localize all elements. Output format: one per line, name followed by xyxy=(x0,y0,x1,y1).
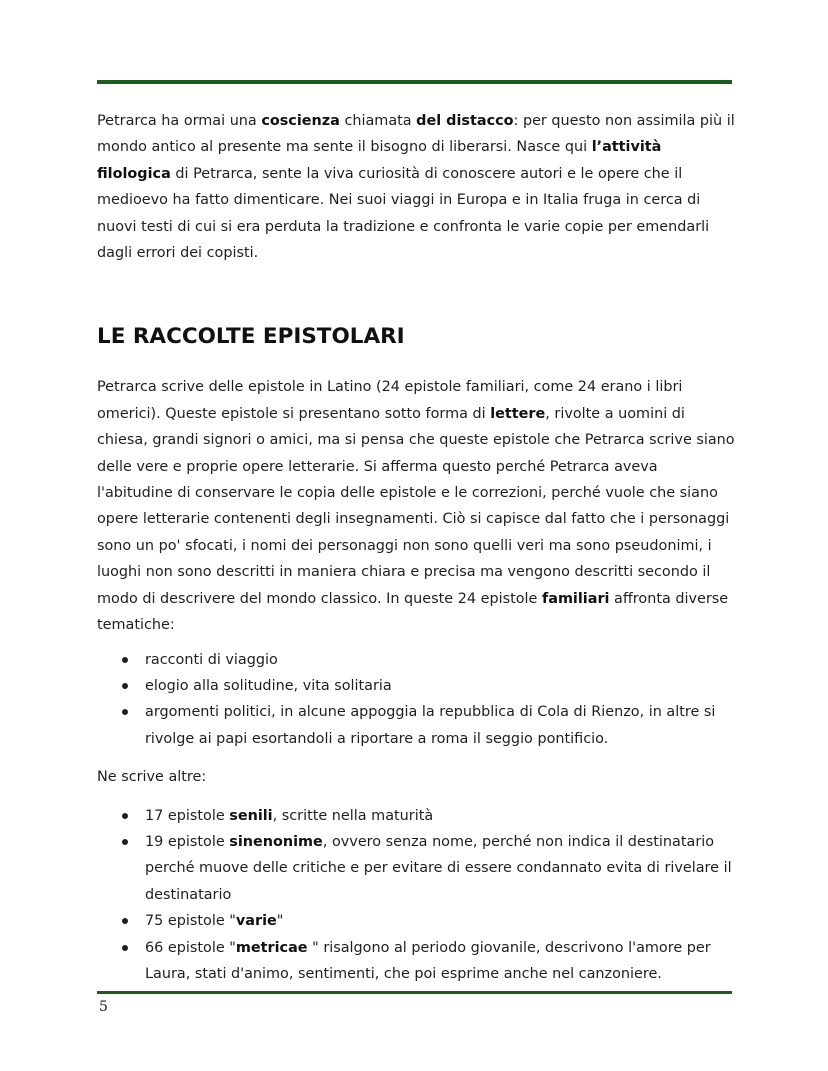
list-item: racconti di viaggio xyxy=(145,647,737,673)
list-item xyxy=(145,803,737,829)
list-item xyxy=(145,908,737,934)
themes-list xyxy=(97,647,737,753)
text-span: 66 epistole " xyxy=(145,939,236,956)
bold-term: sinenonime xyxy=(229,833,323,850)
bold-del-distacco: del distacco xyxy=(416,113,514,129)
bold-lettere: lettere xyxy=(490,405,546,422)
list-item xyxy=(145,829,737,908)
text-span: affronta diverse tematiche: xyxy=(97,590,729,634)
other-epistole-intro: Ne scrive altre: xyxy=(97,769,207,786)
other-epistole-list xyxy=(97,803,737,988)
text-span: : per questo non assimila più il mondo antico al presente ma sente il bisogno di liberarsi. Nasce qui xyxy=(97,113,735,156)
text-span: Petrarca scrive delle epistole in Latino (24 epistole familiari, come 24 erano i libri omerici). Queste epistole si presentano sotto forma di xyxy=(97,379,683,422)
text-span: chiamata xyxy=(339,113,417,129)
intro-paragraph xyxy=(97,108,737,266)
list-item: elogio alla solitudine, vita solitaria xyxy=(145,673,737,699)
page-number: 5 xyxy=(99,999,108,1015)
epistole-paragraph xyxy=(97,374,737,638)
list-item: argomenti politici, in alcune appoggia la repubblica di Cola di Rienzo, in altre si rivolge ai papi esortandoli a riportare a roma il seggio pontificio. xyxy=(145,699,737,752)
text-span: 75 epistole " xyxy=(145,913,236,930)
text-span: Petrarca ha ormai una xyxy=(97,113,262,129)
bottom-rule xyxy=(97,991,732,994)
text-span: , ovvero senza nome, perché non indica il destinatario perché muove delle critiche e per evitare di essere condannato evita di rivelare il destinatario xyxy=(145,833,732,903)
text-span: " xyxy=(276,913,284,930)
bold-term: metricae xyxy=(235,939,308,956)
section-heading: LE RACCOLTE EPISTOLARI xyxy=(97,324,405,350)
list-item xyxy=(145,935,737,988)
bold-term: senili xyxy=(229,807,273,824)
top-rule xyxy=(97,80,732,84)
page-content xyxy=(97,108,737,987)
bold-attivita-filologica: l’attività filologica xyxy=(97,139,662,182)
bold-coscienza: coscienza xyxy=(261,113,340,129)
text-span: 19 epistole xyxy=(145,833,230,850)
text-span: " risalgono al periodo giovanile, descrivono l'amore per Laura, stati d'animo, sentimenti, che poi esprime anche nel canzoniere. xyxy=(145,939,711,982)
text-span: di Petrarca, sente la viva curiosità di conoscere autori e le opere che il medioevo ha fatto dimenticare. Nei suoi viaggi in Europa e in Italia fruga in cerca di nuovi testi di cui si era perduta la tradizione e confronta le varie copie per emendarli dagli errori dei copisti. xyxy=(97,165,710,262)
text-span: , rivolte a uomini di chiesa, grandi signori o amici, ma si pensa che queste epistole che Petrarca scrive siano delle vere e proprie opere letterarie. Si afferma questo perché Petrarca aveva l'abitudine di conservare le copia delle epistole e le correzioni, perché vuole che siano opere letterarie contenenti degli insegnamenti. Ciò si capisce dal fatto che i personaggi sono un po' sfocati, i nomi dei personaggi non sono quelli veri ma sono pseudonimi, i luoghi non sono descritti in maniera chiara e precisa ma vengono descritti secondo il modo di descrivere del mondo classico. In queste 24 epistole xyxy=(97,405,735,607)
bold-familiari: familiari xyxy=(541,590,610,607)
text-span: , scritte nella maturità xyxy=(272,807,434,824)
bold-term: varie xyxy=(235,913,277,930)
text-span: 17 epistole xyxy=(145,807,230,824)
